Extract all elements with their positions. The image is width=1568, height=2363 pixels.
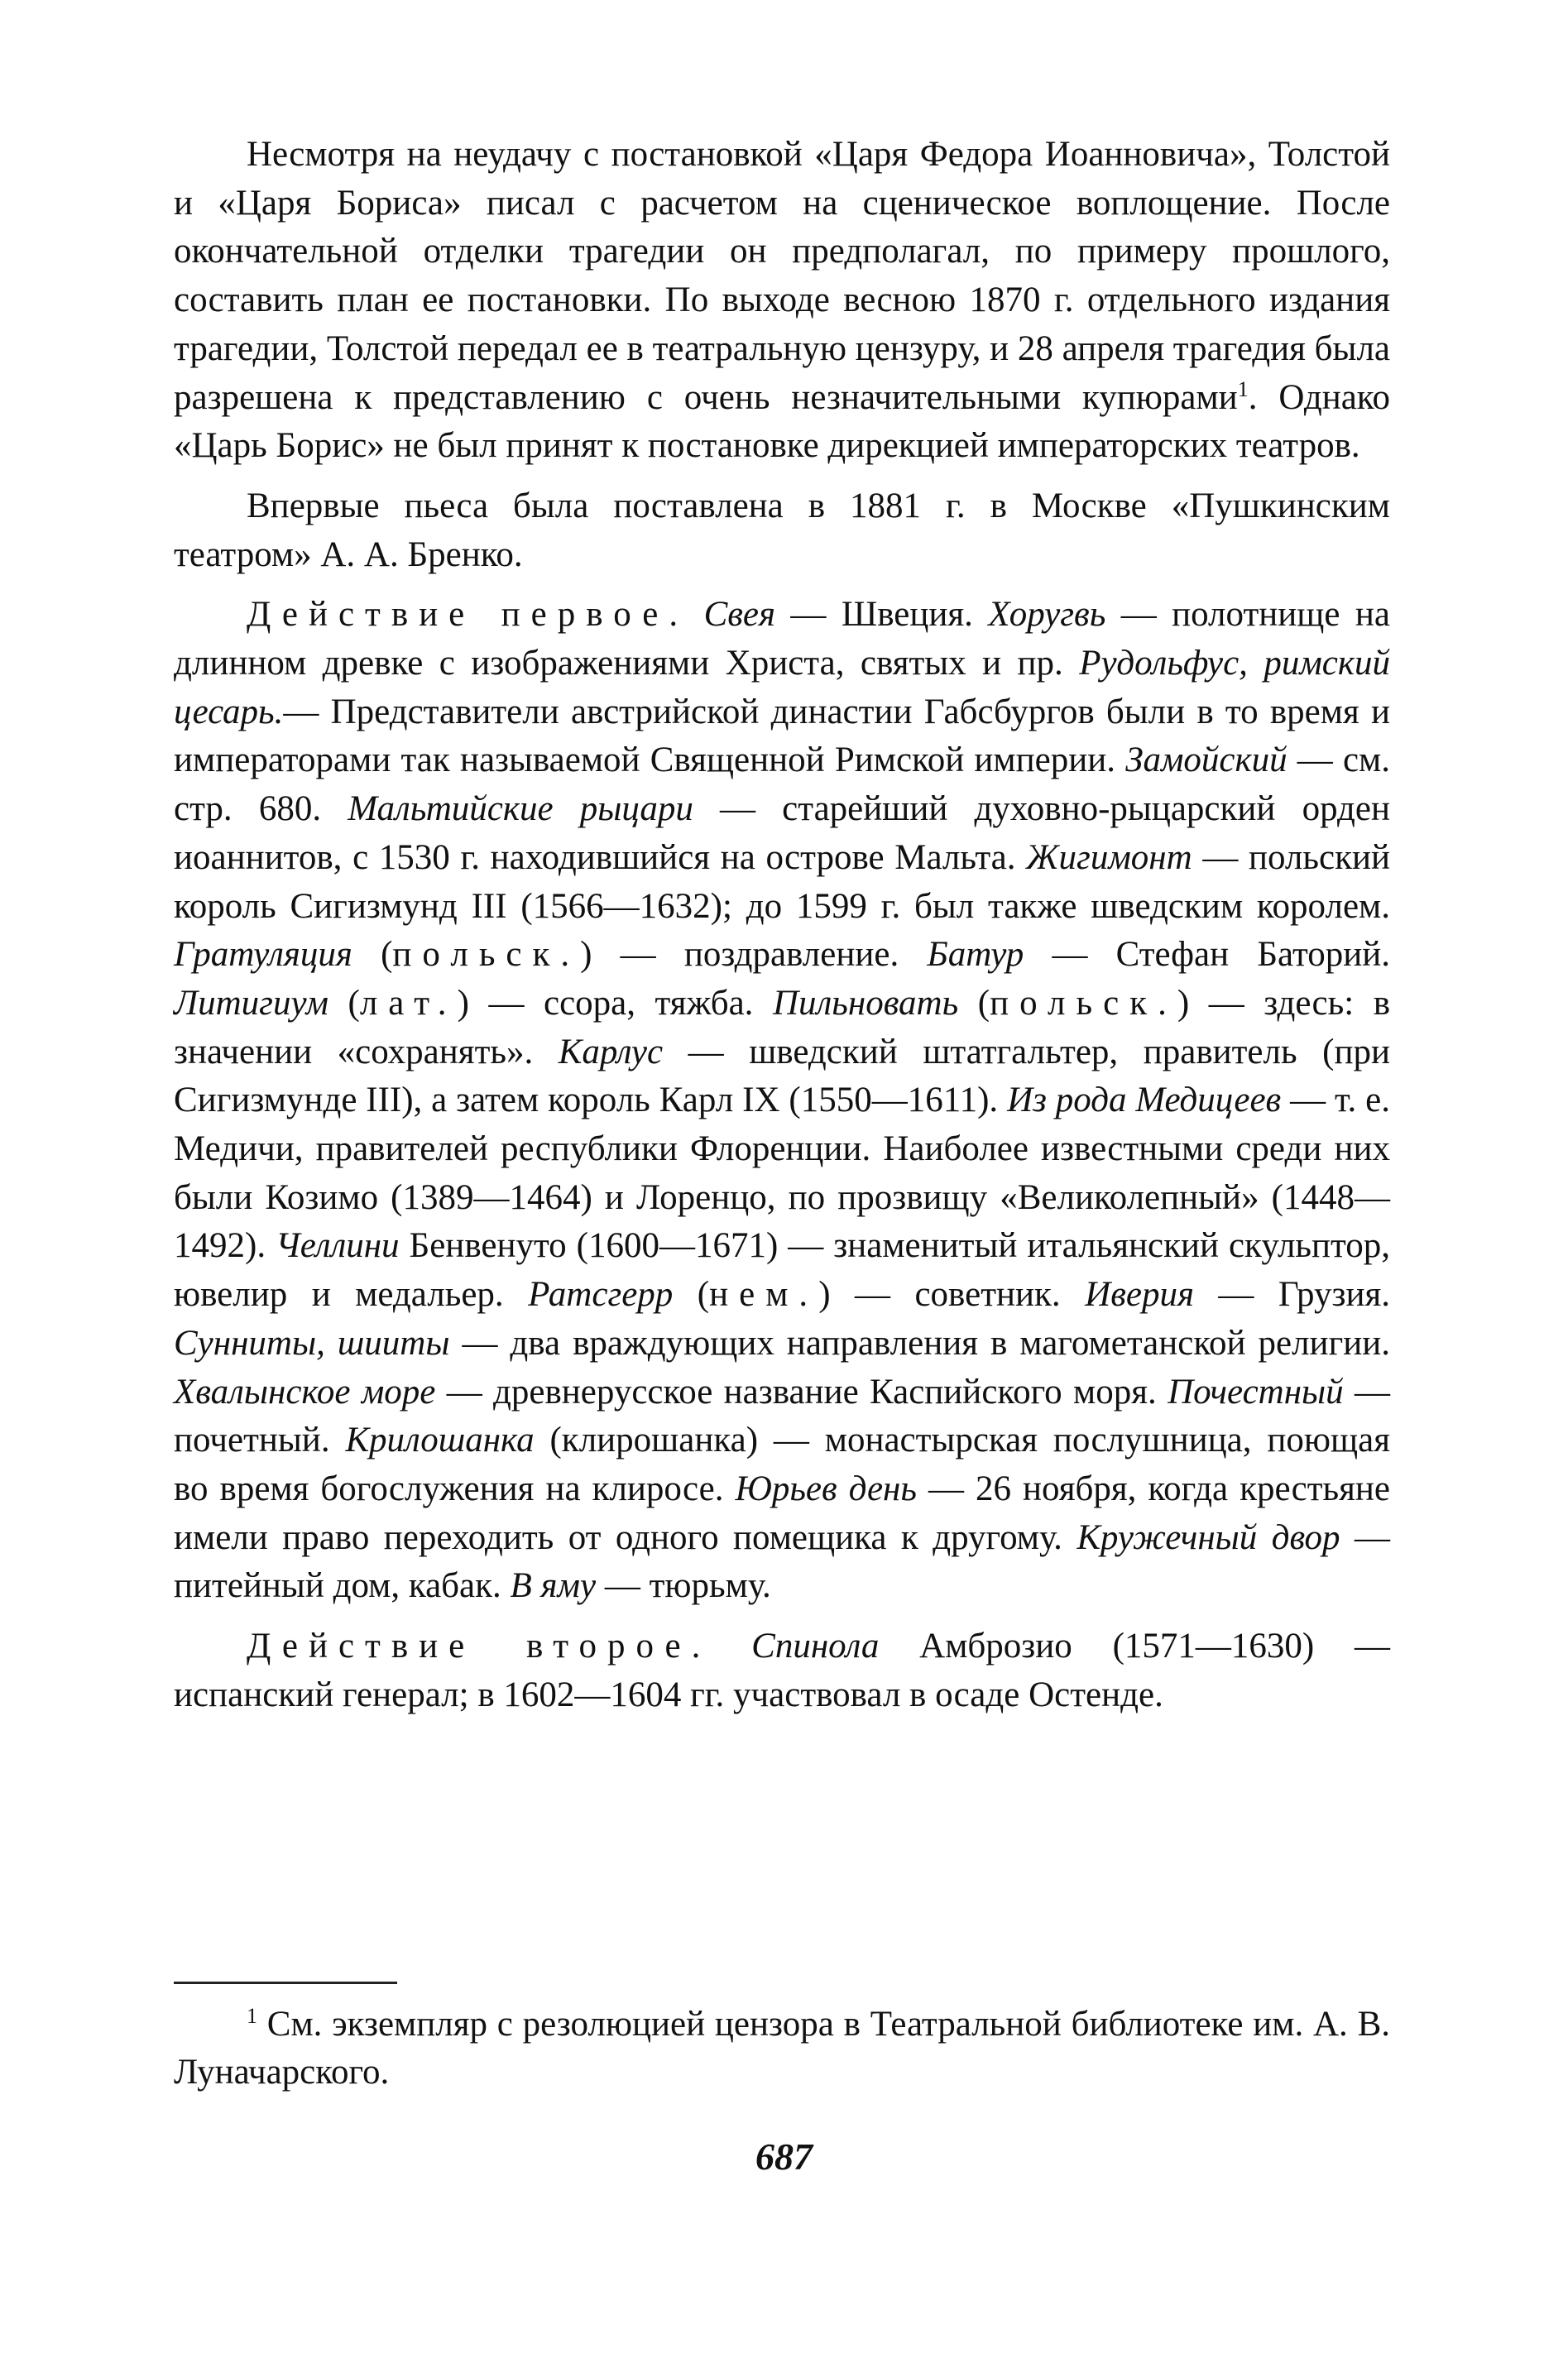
text-run: Амброзио (1571—1630) — испанский генерал; в 1602—1604 гг. участвовал в осаде Остенде. <box>174 1627 1391 1714</box>
term-italic: Хоругвь <box>988 595 1106 635</box>
text-run: ) — поздравление. <box>580 935 928 975</box>
text-run: — тюрьму. <box>596 1566 771 1606</box>
text-run: ) — советник. <box>818 1275 1086 1315</box>
text-run: — Швеция. <box>774 595 989 635</box>
text-run: ( <box>673 1275 710 1315</box>
spaced-text: лат. <box>359 983 458 1023</box>
term-italic: Из рода Медицеев <box>1007 1081 1282 1120</box>
text-run: — почетный. <box>174 1372 1391 1460</box>
text-run: . Однако «Царь Борис» не был принят к постановке дирекцией императорских театров. <box>174 377 1391 466</box>
term-italic: Почестный <box>1168 1372 1344 1412</box>
text-run <box>711 1627 751 1666</box>
term-italic: Крилошанка <box>345 1421 535 1460</box>
term-italic: Пильновать <box>772 983 959 1023</box>
text-run: ( <box>958 983 990 1023</box>
text-run: — 26 ноября, когда крестьяне имели право переходить от одного помещика к другому. <box>174 1469 1390 1557</box>
spaced-text: нем. <box>709 1275 819 1315</box>
main-text <box>174 131 1390 1720</box>
paragraph <box>174 131 1390 471</box>
term-italic: Кружечный двор <box>1077 1517 1340 1557</box>
term-italic: Замойский <box>1125 741 1287 780</box>
term-italic: Хвалынское море <box>174 1372 436 1412</box>
term-italic: Спинола <box>751 1627 880 1666</box>
text-run: ) — ссора, тяжба. <box>457 983 773 1023</box>
term-italic: Юрьев день <box>735 1469 917 1508</box>
term-italic: Жигимонт <box>1026 837 1192 877</box>
text-run: — т. е. Медичи, правителей республики Флоренции. Наиболее известными среди них были Козимо (1389—1464) и Лоренцо, по прозвищу «Великолепный» (1448—1492). <box>174 1081 1390 1266</box>
paragraph <box>174 1622 1390 1719</box>
term-italic: Карлус <box>558 1032 664 1071</box>
text-run: ) — здесь: в значении «сохранять». <box>174 983 1391 1071</box>
page-number: 687 <box>755 2135 813 2178</box>
spaced-text: польск. <box>990 983 1177 1023</box>
footnote-reference: 1 <box>1237 376 1249 401</box>
text-run: Впервые пьеса была поставлена в 1881 г. в Москве «Пушкинским театром» А. А. Бренко. <box>174 486 1390 574</box>
text-run: — древнерусское название Каспийского моря. <box>435 1372 1168 1412</box>
text-run <box>688 595 703 634</box>
term-italic: Мальтийские рыцари <box>348 789 693 829</box>
footnote-divider <box>174 1982 397 1984</box>
term-italic: Свея <box>703 595 775 635</box>
text-run: — полотнище на длинном древке с изображениями Христа, святых и пр. <box>174 595 1390 683</box>
text-run: — шведский штатгальтер, правитель (при Сигизмунде III), а затем король Карл IX (1550—1611). <box>174 1032 1390 1120</box>
term-italic: В яму <box>510 1566 597 1606</box>
text-run: ( <box>352 935 393 975</box>
text-run: — два враждующих направления в магометанской религии. <box>449 1323 1390 1363</box>
term-italic: Сунниты, шииты <box>174 1323 450 1363</box>
text-run: — Представители австрийской династии Габсбургов были в то время и императорами так называемой Священной Римской империи. <box>174 692 1390 780</box>
text-run: — см. стр. 680. <box>174 741 1391 829</box>
text-run: Несмотря на неудачу с постановкой «Царя Федора Иоанновича», Толстой и «Царя Бориса» писал с расчетом на сценическое воплощение. После окончательной отделки трагедии он предполагал, по примеру прошлого, составить план ее постановки. По выходе весною 1870 г. отдельного издания трагедии, Толстой передал ее в театральную цензуру, и 28 апреля трагедия была разрешена к представлению с очень незначительными купюрами <box>174 135 1390 417</box>
paragraph <box>174 591 1390 1611</box>
term-italic: Ратсгерр <box>528 1275 674 1315</box>
term-italic: Челлини <box>276 1226 400 1266</box>
text-run: — польский король Сигизмунд III (1566—1632); до 1599 г. был также шведским королем. <box>174 837 1390 926</box>
spaced-text: Действие первое. <box>247 595 689 635</box>
text-run: (клирошанка) — монастырская послушница, поющая во время богослужения на клиросе. <box>174 1421 1390 1508</box>
spaced-text: Действие второе. <box>247 1627 712 1666</box>
term-italic: Литигиум <box>174 983 328 1023</box>
footnote <box>174 2001 1390 2097</box>
text-run: ( <box>328 983 360 1023</box>
spaced-text: польск. <box>392 935 581 975</box>
text-run: — питейный дом, кабак. <box>174 1517 1390 1606</box>
footnote-text: См. экземпляр с резолюцией цензора в Театральной библиотеке им. А. В. Луначарского. <box>174 2005 1390 2092</box>
term-italic: Батур <box>927 935 1024 975</box>
text-run: — старейший духовно-рыцарский орден иоаннитов, с 1530 г. находившийся на острове Мальта. <box>174 789 1390 877</box>
term-italic: Рудольфус, римский цесарь. <box>174 644 1390 731</box>
text-run: — Стефан Баторий. <box>1024 935 1390 975</box>
text-run: — Грузия. <box>1193 1275 1391 1315</box>
footnote-marker: 1 <box>247 2004 257 2028</box>
term-italic: Гратуляция <box>174 935 352 975</box>
text-run: Бенвенуто (1600—1671) — знаменитый итальянский скульптор, ювелир и медальер. <box>174 1226 1390 1315</box>
term-italic: Иверия <box>1085 1275 1194 1315</box>
paragraph <box>174 482 1390 579</box>
